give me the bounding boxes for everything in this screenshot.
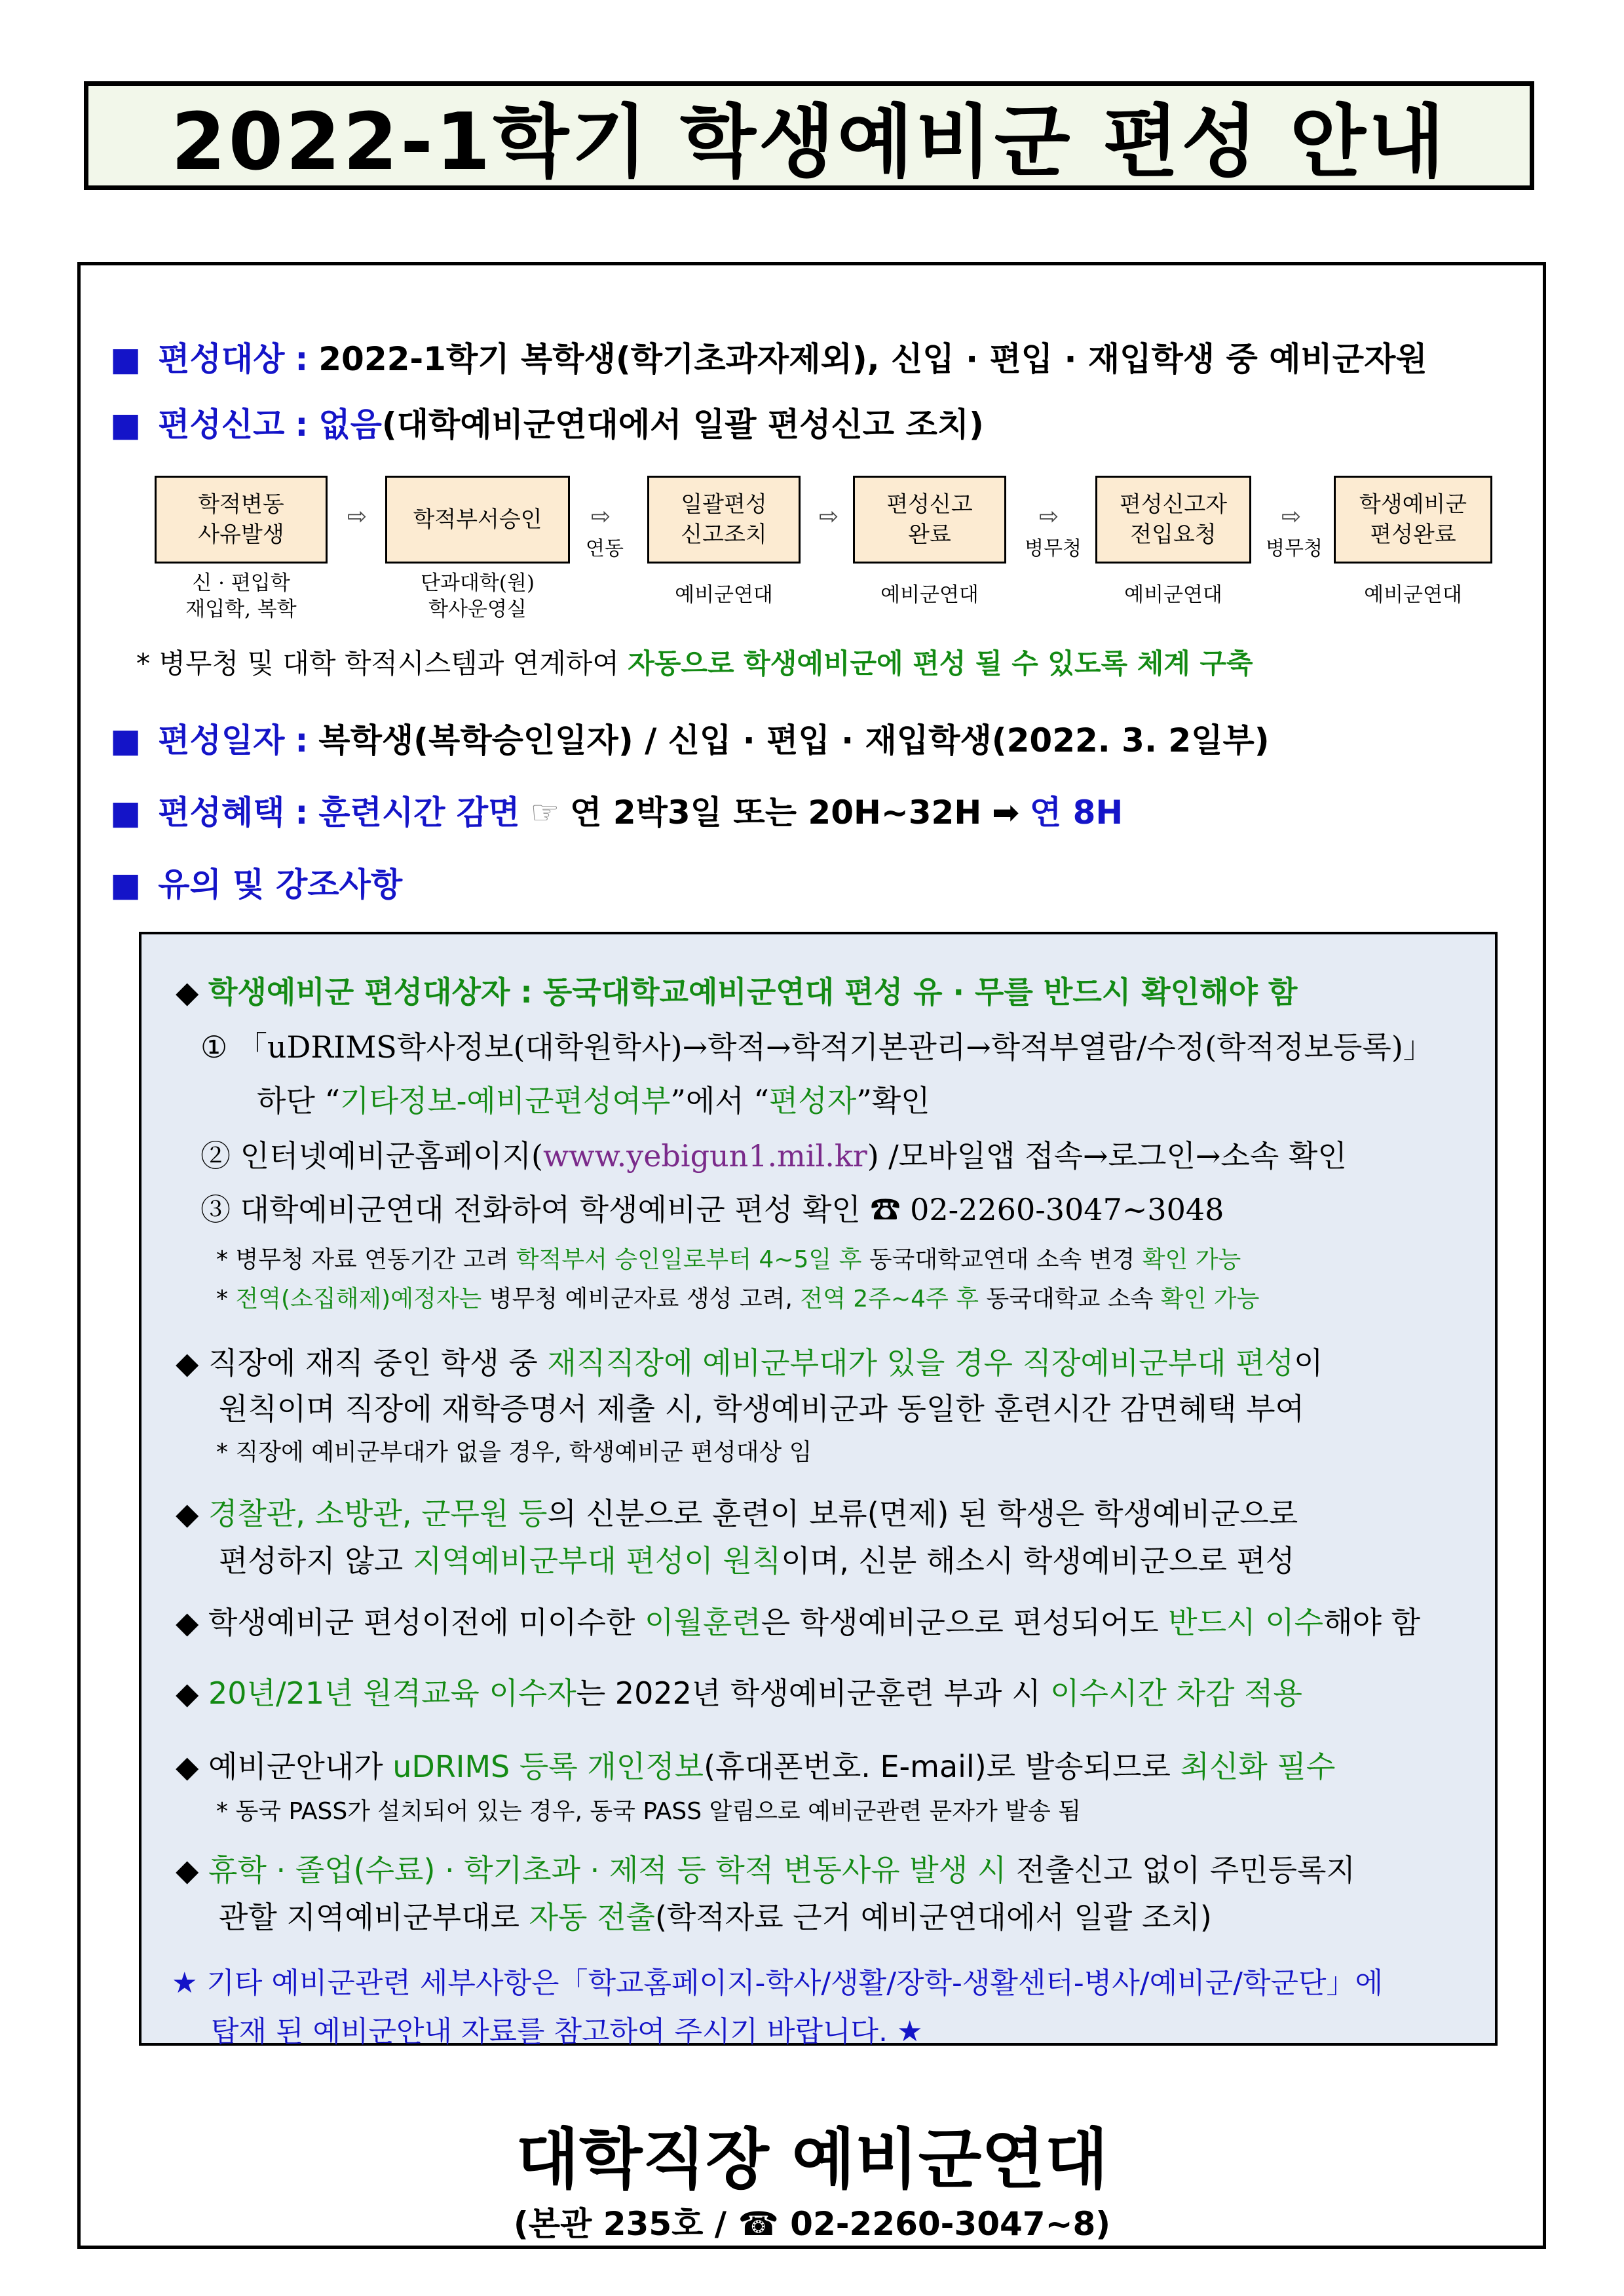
square-bullet-icon: ■ [110,340,142,378]
flow-note-text: * 병무청 및 대학 학적시스템과 연계하여 [136,647,628,679]
flow-step-2 [385,476,570,564]
flow-step-1-actor [155,570,328,622]
note-text: 병무청 예비군자료 생성 고려, [482,1286,801,1312]
note-emphasis: 전역 2주~4주 후 [800,1286,979,1312]
square-bullet-icon: ■ [110,406,142,444]
note-text: 동국대학교연대 소속 변경 [861,1246,1142,1273]
page-title-box [84,81,1534,190]
diamond-bullet-icon: ◆ [176,1605,199,1640]
section-benefit-text: 연 2박3일 또는 20H~32H [570,794,982,832]
note-text: ”에서 “ [670,1083,769,1119]
note-text: 관할 지역예비군부대로 [219,1900,529,1935]
flow-step-5 [1095,476,1251,564]
note-emphasis: uDRIMS 등록 개인정보 [392,1749,704,1784]
note-text: (휴대폰번호. E-mail)로 발송되므로 [704,1749,1180,1784]
note-emphasis: 전역(소집해제)예정자는 [235,1286,482,1312]
note-emphasis: 학적부서 승인일로부터 4~5일 후 [516,1246,862,1273]
flow-step-label: 신고조치 [681,522,767,548]
flow-actor-text: 예비군연대 [880,583,979,607]
note-1b [200,1132,1347,1176]
section-benefit-label: 편성혜택 [158,794,285,832]
right-arrow-icon: ⇨ [1039,503,1059,530]
flow-step-4-actor [853,582,1006,608]
flow-actor-text: 단과대학(원) [421,571,535,595]
flow-step-2-actor [385,570,570,622]
section-notice [110,858,402,906]
section-report [110,398,984,446]
page-title: 2022-1학기 학생예비군 편성 안내 [171,97,1447,188]
note-text: 「uDRIMS학사정보(대학원학사)→학적→학적기본관리→학적부열람/수정(학적정보등록)」 [236,1029,1433,1065]
separator: : [295,721,309,759]
flow-step-label: 편성신고자 [1119,491,1228,518]
flow-step-6-actor [1334,582,1492,608]
flow-step-label: 사유발생 [198,522,284,548]
footer-organization: 대학직장 예비군연대 [516,2121,1108,2198]
pointing-hand-icon: ☞ [530,794,560,832]
diamond-bullet-icon: ◆ [176,1749,199,1784]
note-text: ★ 기타 예비군관련 세부사항은「학교홈페이지-학사/생활/장학-생활센터-병사/예비군/학군단」에 [172,1966,1383,2000]
section-notice-label: 유의 및 강조사항 [158,866,403,904]
flow-step-label: 전입요청 [1130,522,1217,548]
flow-actor-text: 학사운영실 [428,598,527,621]
right-arrow-icon: ⇨ [819,503,839,530]
note-7 [176,1846,1355,1890]
circled-number: ③ [200,1192,231,1227]
note-3 [176,1490,1298,1533]
flow-step-label: 완료 [908,522,951,548]
note-emphasis: 기타정보-예비군편성여부 [340,1083,671,1119]
flow-step-label: 학적변동 [198,491,284,518]
note-emphasis: 반드시 이수 [1168,1605,1324,1640]
note-text: 탑재 된 예비군안내 자료를 참고하여 주시기 바랍니다. ★ [211,2015,923,2048]
section-target-label: 편성대상 [158,340,285,378]
flow-step-5-actor [1095,582,1251,608]
right-arrow-icon: ⇨ [591,503,611,530]
note-text: 인터넷예비군홈페이지( [240,1138,543,1174]
section-target-text: 2022-1학기 복학생(학기초과자제외), 신입 · 편입 · 재입학생 중 예비군자원 [318,340,1427,378]
note-8b [211,2008,922,2050]
note-1c [200,1186,1224,1229]
note-emphasis: 20년/21년 원격교육 이수자 [208,1675,576,1711]
flow-note-emphasis: 자동으로 학생예비군에 편성 될 수 있도록 체계 구축 [628,647,1253,679]
flow-step-4 [853,476,1006,564]
section-benefit-emphasis: 훈련시간 감면 [318,794,520,832]
note-text: 은 학생예비군으로 편성되어도 [761,1605,1169,1640]
note-8 [172,1959,1383,2001]
flow-step-label: 편성신고 [886,491,973,518]
flow-actor-text: 신 · 편입학 [192,571,290,595]
flow-step-6 [1334,476,1492,564]
note-2b [219,1385,1304,1428]
note-text: 의 신분으로 훈련이 보류(면제) 된 학생은 학생예비군으로 [547,1496,1298,1531]
note-2 [176,1339,1323,1383]
flow-note [136,642,1253,681]
flow-step-3-actor [647,582,801,608]
section-date [110,714,1270,761]
note-5 [176,1670,1302,1713]
note-text: 전출신고 없이 주민등록지 [1006,1852,1355,1888]
note-1a [200,1024,1433,1067]
note-text: ”확인 [856,1083,930,1119]
flow-connector-label: 연동 [586,537,624,560]
note-text: 학생예비군 편성이전에 미이수한 [208,1605,645,1640]
note-text: (학적자료 근거 예비군연대에서 일괄 조치) [654,1900,1212,1935]
square-bullet-icon: ■ [110,721,142,759]
diamond-bullet-icon: ◆ [176,1852,199,1888]
note-emphasis: 최신화 필수 [1180,1749,1336,1784]
right-arrow-icon: ⇨ [1281,503,1302,530]
note-emphasis: 재직직장에 예비군부대가 있을 경우 직장예비군부대 편성 [547,1345,1294,1381]
note-text: 편성하지 않고 [219,1543,413,1578]
flow-actor-text: 예비군연대 [675,583,773,607]
note-1d [216,1241,1241,1274]
section-report-label: 편성신고 [158,406,285,444]
note-text: * 동국 PASS가 설치되어 있는 경우, 동국 PASS 알림으로 예비군관련 문자가 발송 됨 [216,1798,1081,1825]
note-emphasis: 이수시간 차감 적용 [1050,1675,1302,1711]
note-text: 직장에 재직 중인 학생 중 [208,1345,548,1381]
separator: : [295,340,309,378]
separator: : [295,406,309,444]
square-bullet-icon: ■ [110,866,142,904]
note-text: 원칙이며 직장에 재학증명서 제출 시, 학생예비군과 동일한 훈련시간 감면혜택 부여 [219,1391,1305,1426]
note-emphasis: 확인 가능 [1142,1246,1241,1273]
note-4 [176,1599,1420,1642]
flow-actor-text: 예비군연대 [1124,583,1222,607]
note-text: 는 2022년 학생예비군훈련 부과 시 [576,1675,1051,1711]
diamond-bullet-icon: ◆ [176,974,199,1010]
note-text: * [216,1286,236,1312]
flow-actor-text: 재입학, 복학 [185,598,297,621]
note-6b [216,1793,1081,1826]
website-url: www.yebigun1.mil.kr [542,1138,867,1174]
section-report-emphasis: 없음 [318,406,382,444]
note-text: 대학예비군연대 전화하여 학생예비군 편성 확인 ☎ 02-2260-3047~3048 [240,1192,1224,1227]
note-text: 이며, 신분 해소시 학생예비군으로 편성 [781,1543,1295,1578]
section-date-text: 복학생(복학승인일자) / 신입 · 편입 · 재입학생(2022. 3. 2일부) [318,721,1270,759]
note-3b [219,1537,1294,1580]
note-emphasis: 편성자 [768,1083,857,1119]
flow-step-label: 편성완료 [1370,522,1456,548]
note-emphasis: 경찰관, 소방관, 군무원 등 [208,1496,548,1531]
note-emphasis: 이월훈련 [645,1605,761,1640]
flow-connector-label: 병무청 [1025,537,1082,560]
note-text: 하단 “ [257,1083,341,1119]
right-arrow-icon: ⇨ [347,503,368,530]
section-benefit-result: 연 8H [1029,794,1124,832]
note-text: * 직장에 예비군부대가 없을 경우, 학생예비군 편성대상 임 [216,1439,812,1466]
note-emphasis: 휴학 · 졸업(수료) · 학기초과 · 제적 등 학적 변동사유 발생 시 [208,1852,1007,1888]
flow-step-label: 일괄편성 [681,491,767,518]
circled-number: ② [200,1138,231,1174]
note-text: 이 [1294,1345,1323,1381]
arrow-right-icon: ➡ [992,794,1019,832]
diamond-bullet-icon: ◆ [176,1496,199,1531]
flow-step-1 [155,476,328,564]
diamond-bullet-icon: ◆ [176,1675,199,1711]
note-emphasis: 자동 전출 [529,1900,655,1935]
note-6 [176,1743,1335,1786]
note-7b [219,1894,1212,1937]
note-text: * 병무청 자료 연동기간 고려 [216,1246,516,1273]
note-1a2 [257,1077,930,1120]
flow-actor-text: 예비군연대 [1364,583,1462,607]
flow-step-3 [647,476,801,564]
section-benefit [110,786,1123,833]
diamond-bullet-icon: ◆ [176,1345,199,1381]
flow-step-label: 학적부서승인 [413,507,542,533]
note-text: 예비군안내가 [208,1749,393,1784]
section-report-text: (대학예비군연대에서 일괄 편성신고 조치) [381,406,984,444]
note-text: 동국대학교 소속 [979,1286,1161,1312]
note-1 [176,968,1297,1012]
note-emphasis: 지역예비군부대 편성이 원칙 [412,1543,782,1578]
note-text: ) /모바일앱 접속→로그인→소속 확인 [867,1138,1347,1174]
note-emphasis: 확인 가능 [1160,1286,1260,1312]
footer-contact: (본관 235호 / ☎ 02-2260-3047~8) [513,2205,1111,2243]
flow-connector-label: 병무청 [1266,537,1323,560]
square-bullet-icon: ■ [110,794,142,832]
note-1e [216,1280,1259,1314]
note-text: 해야 함 [1323,1605,1421,1640]
section-date-label: 편성일자 [158,721,285,759]
note-text: 학생예비군 편성대상자 : 동국대학교예비군연대 편성 유 · 무를 반드시 확인해야 함 [208,974,1298,1010]
note-2c [216,1434,812,1467]
circled-number: ① [200,1029,228,1065]
section-target [110,333,1427,380]
flow-step-label: 학생예비군 [1359,491,1467,518]
separator: : [295,794,309,832]
